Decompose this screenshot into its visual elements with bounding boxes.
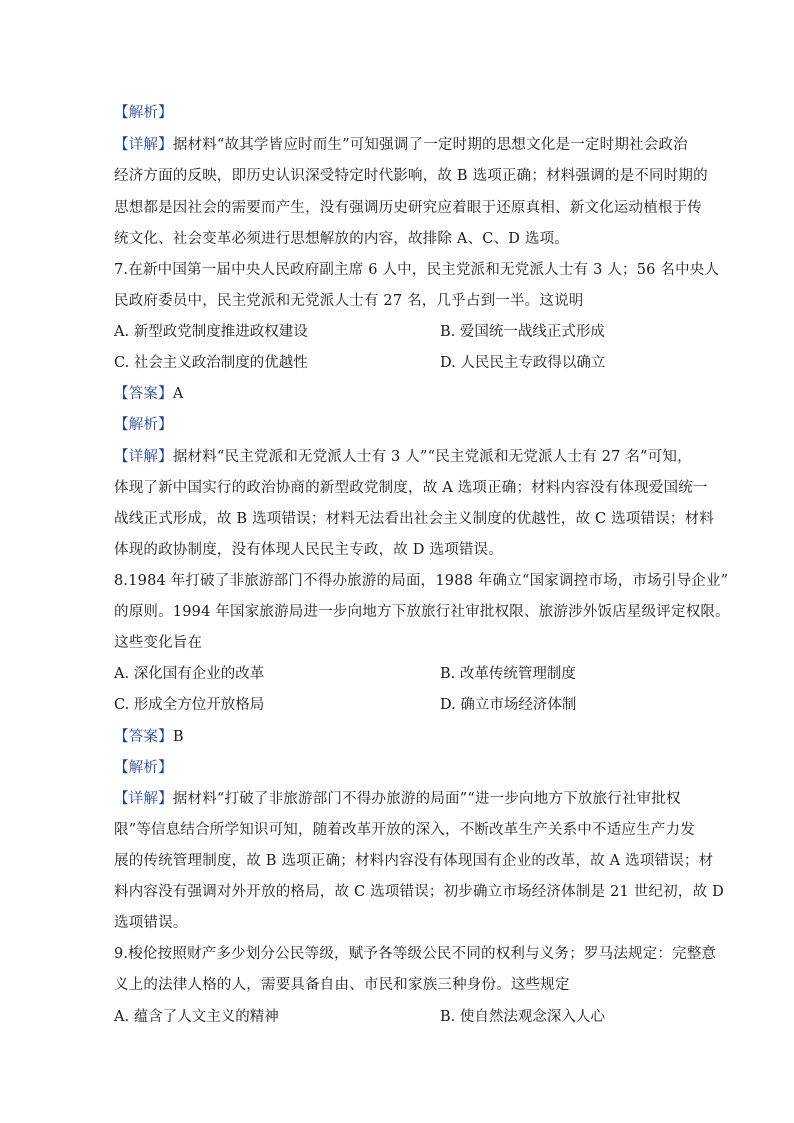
detail-tag: 【详解】: [114, 449, 173, 465]
detail-line: 体现了新中国实行的政治协商的新型政党制度，故 A 选项正确；材料内容没有体现爱国统一: [114, 480, 708, 496]
answer-tag: 【答案】: [114, 386, 173, 402]
detail-line: 展的传统管理制度，故 B 选项正确；材料内容没有体现国有企业的改革，故 A 选项错误；材: [114, 853, 714, 869]
option-a: A. 深化国有企业的改革: [114, 666, 265, 682]
option-a: A. 蕴含了人文主义的精神: [114, 1009, 279, 1025]
detail-line: 限”等信息结合所学知识可知，随着改革开放的深入，不断改革生产关系中不适应生产力发: [114, 822, 695, 838]
option-b: B. 改革传统管理制度: [440, 666, 576, 682]
question-stem: 的原则。1994 年国家旅游局进一步向地方下放旅行社审批权限、旅游涉外饭店星级评定权限。: [114, 604, 730, 620]
detail-line: 思想都是因社会的需要而产生，没有强调历史研究应着眼于还原真相、新文化运动植根于传: [114, 200, 702, 216]
option-d: D. 确立市场经济体制: [440, 697, 577, 713]
question-stem: 8.1984 年打破了非旅游部门不得办旅游的局面，1988 年确立“国家调控市场，市场引导企业”: [114, 573, 729, 589]
detail-line: [114, 135, 688, 155]
answer-value: A: [172, 386, 184, 402]
question-stem: 7.在新中国第一届中央人民政府副主席 6 人中，民主党派和无党派人士有 3 人；56 名中央人: [114, 262, 720, 278]
detail-line: 料内容没有强调对外开放的格局，故 C 选项错误；初步确立市场经济体制是 21 世纪初，故 D: [114, 884, 724, 900]
detail-tag: 【详解】: [114, 791, 173, 807]
detail-line: 经济方面的反映，即历史认识深受特定时代影响，故 B 选项正确；材料强调的是不同时期的: [114, 168, 708, 184]
option-b: B. 使自然法观念深入人心: [440, 1009, 605, 1025]
answer-line: [114, 727, 684, 747]
option-c: C. 社会主义政治制度的优越性: [114, 355, 308, 371]
detail-line: 体现的政协制度，没有体现人民民主专政，故 D 选项错误。: [114, 542, 503, 558]
analysis-heading: 【解析】: [114, 105, 173, 121]
question-stem: 9.梭伦按照财产多少划分公民等级，赋予各等级公民不同的权利与义务；罗马法规定：完整意: [114, 946, 717, 962]
detail-text: 据材料“民主党派和无党派人士有 3 人”“民主党派和无党派人士有 27 名”可知，: [172, 449, 692, 465]
detail-line: [114, 789, 684, 809]
answer-value: B: [172, 729, 184, 745]
option-b: B. 爱国统一战线正式形成: [440, 324, 605, 340]
detail-line: 统文化、社会变革必须进行思想解放的内容，故排除 A、C、D 选项。: [114, 231, 570, 247]
question-stem: 义上的法律人格的人，需要具备自由、市民和家族三种身份。这些规定: [114, 977, 570, 993]
detail-text: 据材料“故其学皆应时而生”可知强调了一定时期的思想文化是一定时期社会政治: [172, 137, 688, 153]
option-a: A. 新型政党制度推进政权建设: [114, 324, 308, 340]
detail-tag: 【详解】: [114, 137, 173, 153]
option-c: C. 形成全方位开放格局: [114, 697, 265, 713]
answer-line: [114, 384, 684, 404]
answer-tag: 【答案】: [114, 729, 173, 745]
detail-line: 战线正式形成，故 B 选项错误；材料无法看出社会主义制度的优越性，故 C 选项错误；材料: [114, 511, 714, 527]
detail-line: [114, 447, 692, 467]
detail-line: 选项错误。: [114, 915, 188, 931]
question-stem: 这些变化旨在: [114, 635, 203, 651]
analysis-heading: 【解析】: [114, 760, 173, 776]
option-d: D. 人民民主专政得以确立: [440, 355, 606, 371]
question-stem: 民政府委员中，民主党派和无党派人士有 27 名，几乎占到一半。这说明: [114, 293, 584, 309]
detail-text: 据材料“打破了非旅游部门不得办旅游的局面”“进一步向地方下放旅行社审批权: [172, 791, 681, 807]
analysis-heading: 【解析】: [114, 417, 173, 433]
